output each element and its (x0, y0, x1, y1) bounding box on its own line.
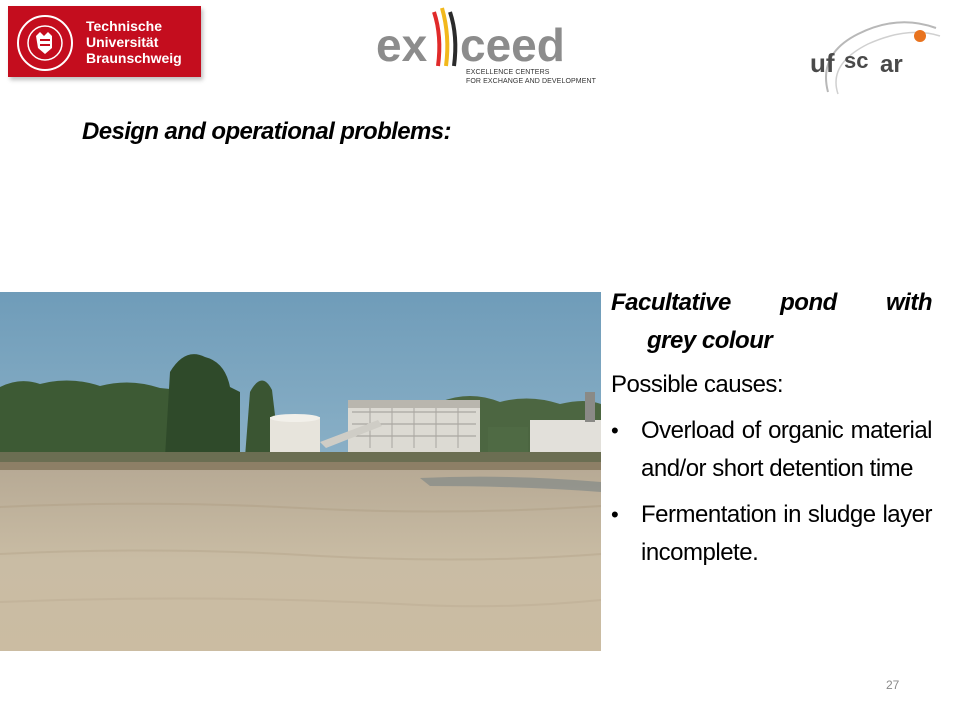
svg-text:uf: uf (810, 48, 835, 78)
exceed-tagline-1: EXCELLENCE CENTERS (466, 69, 550, 76)
exceed-logo (376, 6, 596, 90)
exceed-wordmark-icon (376, 6, 582, 70)
list-item (611, 496, 932, 572)
exceed-tagline-2: FOR EXCHANGE AND DEVELOPMENT (466, 78, 596, 85)
causes-heading: Possible causes: (611, 371, 784, 398)
tu-logo-line-1: Technische (86, 18, 162, 34)
subtitle-line-2: grey colour (647, 327, 773, 354)
svg-text:ar: ar (880, 51, 903, 78)
list-item (611, 412, 932, 488)
bullet-text: Fermentation in sludge layer incomplete. (641, 501, 932, 566)
svg-text:ceed: ceed (460, 19, 565, 70)
tu-seal-icon (16, 14, 74, 72)
facultative-pond-photo (0, 292, 601, 651)
bullet-text: Overload of organic material and/or short detention time (641, 417, 932, 482)
svg-text:sc: sc (844, 48, 869, 73)
ufscar-wordmark-icon (808, 14, 946, 100)
tu-braunschweig-logo (8, 6, 201, 77)
bullet-icon: • (611, 418, 619, 443)
slide-subtitle (611, 284, 932, 360)
page-number: 27 (886, 678, 900, 692)
svg-text:ex: ex (376, 19, 428, 70)
tu-logo-line-3: Braunschweig (86, 50, 182, 66)
slide-text-block (611, 284, 932, 572)
slide-title: Design and operational problems: (82, 118, 451, 145)
causes-list (611, 412, 932, 572)
bullet-icon: • (611, 502, 619, 527)
subtitle-line-1: Facultative pond with (611, 289, 932, 316)
ufscar-logo (808, 14, 946, 100)
tu-logo-line-2: Universität (86, 34, 159, 50)
